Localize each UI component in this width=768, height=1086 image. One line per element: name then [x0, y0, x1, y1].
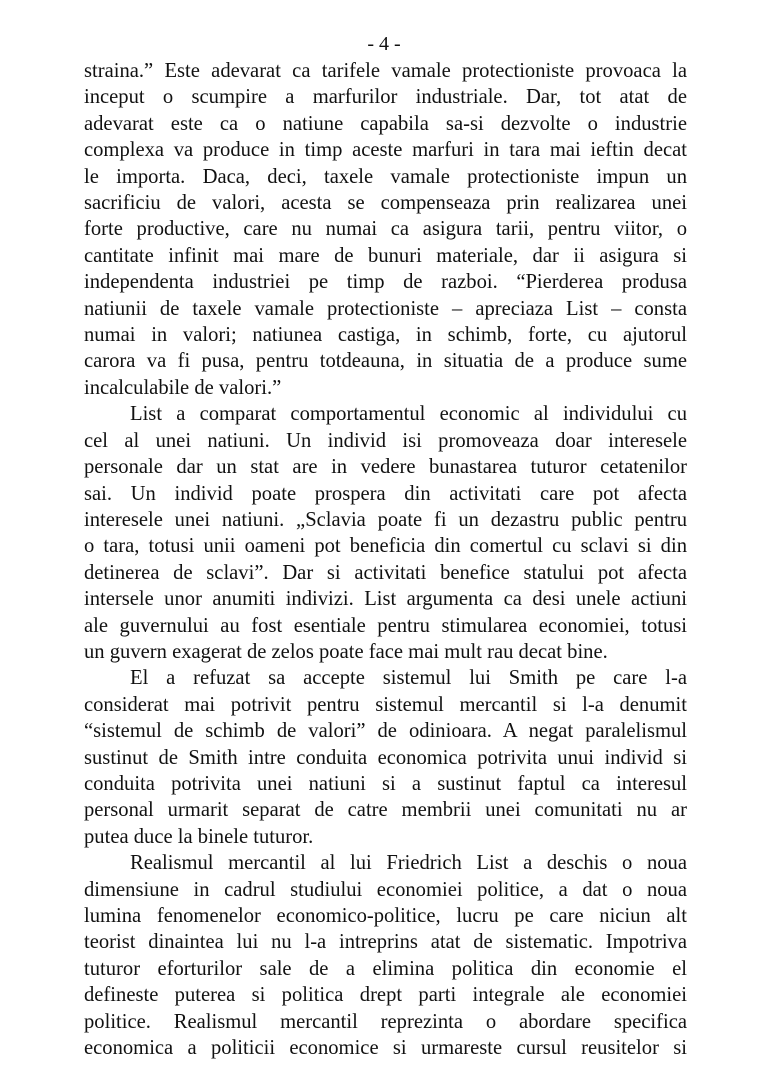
paragraph [84, 401, 687, 665]
text-line: sustinut de Smith intre conduita economica potrivita unui individ si [84, 746, 687, 769]
text-line: defineste puterea si politica drept parti integrale ale economiei [84, 984, 687, 1007]
text-line: cel al unei natiuni. Un individ isi promoveaza doar interesele [84, 429, 687, 452]
text-line: economica a politicii economice si urmareste cursul reusitelor si [84, 1037, 687, 1060]
text-line: politice. Realismul mercantil reprezinta o abordare specifica [84, 1010, 687, 1033]
paragraph [84, 665, 687, 850]
text-line: le importa. Daca, deci, taxele vamale protectioniste impun un [84, 165, 687, 188]
text-line: putea duce la binele tuturor. [84, 825, 314, 848]
text-line: o tara, totusi unii oameni pot beneficia din comertul cu sclavi si din [84, 535, 687, 558]
paragraph [84, 850, 687, 1061]
text-line: dimensiune in cadrul studiului economiei politice, a dat o noua [84, 878, 687, 901]
text-line: sacrificiu de valori, acesta se compenseaza prin realizarea unei [84, 192, 687, 215]
paragraph [84, 58, 687, 401]
text-line: complexa va produce in timp aceste marfuri in tara mai ieftin decat [84, 139, 687, 162]
text-line: straina.” Este adevarat ca tarifele vamale protectioniste provoaca la [84, 60, 687, 82]
text-line: conduita potrivita unei natiuni si a sustinut faptul ca interesul [84, 772, 687, 795]
text-line: personale dar un stat are in vedere bunastarea tuturor cetatenilor [84, 456, 687, 479]
text-line: inceput o scumpire a marfurilor industriale. Dar, tot atat de [84, 86, 687, 109]
text-line: sai. Un individ poate prospera din activitati care pot afecta [84, 482, 687, 505]
text-line: interesele unei natiuni. „Sclavia poate fi un dezastru public pentru [84, 508, 687, 531]
text-line: adevarat este ca o natiune capabila sa-si dezvolte o industrie [84, 112, 687, 135]
text-line: numai in valori; natiunea castiga, in schimb, forte, cu ajutorul [84, 324, 687, 347]
text-line: natiunii de taxele vamale protectioniste – apreciaza List – consta [84, 297, 687, 320]
text-line: personal urmarit separat de catre membrii unei comunitati nu ar [84, 799, 687, 822]
text-line: lumina fenomenelor economico-politice, lucru pe care niciun alt [84, 905, 687, 927]
text-line: considerat mai potrivit pentru sistemul mercantil si l-a denumit [84, 693, 687, 716]
text-line: incalculabile de valori.” [84, 376, 282, 399]
text-line: cantitate infinit mai mare de bunuri materiale, dar ii asigura si [84, 244, 687, 267]
text-line: forte productive, care nu numai ca asigura tarii, pentru viitor, o [84, 218, 687, 241]
page-number: - 4 - [367, 33, 401, 55]
text-line: tuturor eforturilor sale de a elimina politica din economie el [84, 957, 687, 980]
text-line: ale guvernului au fost esentiale pentru stimularea economiei, totusi [84, 614, 687, 637]
text-line: intersele unor anumiti indivizi. List argumenta ca desi unele actiuni [84, 588, 687, 611]
text-line: Realismul mercantil al lui Friedrich List a deschis o noua [130, 852, 687, 875]
text-line: independenta industriei pe timp de razboi. “Pierderea produsa [84, 271, 687, 294]
text-line: detinerea de sclavi”. Dar si activitati benefice statului pot afecta [84, 561, 687, 584]
text-line: El a refuzat sa accepte sistemul lui Smith pe care l-a [130, 667, 687, 690]
text-line: List a comparat comportamentul economic al individului cu [130, 403, 687, 426]
text-line: carora va fi pusa, pentru totdeauna, in situatia de a produce sume [84, 350, 687, 373]
text-line: un guvern exagerat de zelos poate face mai mult rau decat bine. [84, 640, 608, 663]
text-line: “sistemul de schimb de valori” de odinioara. A negat paralelismul [84, 720, 687, 743]
body-text [84, 58, 687, 1061]
text-line: teorist dinaintea lui nu l-a intreprins atat de sistematic. Impotriva [84, 931, 687, 954]
